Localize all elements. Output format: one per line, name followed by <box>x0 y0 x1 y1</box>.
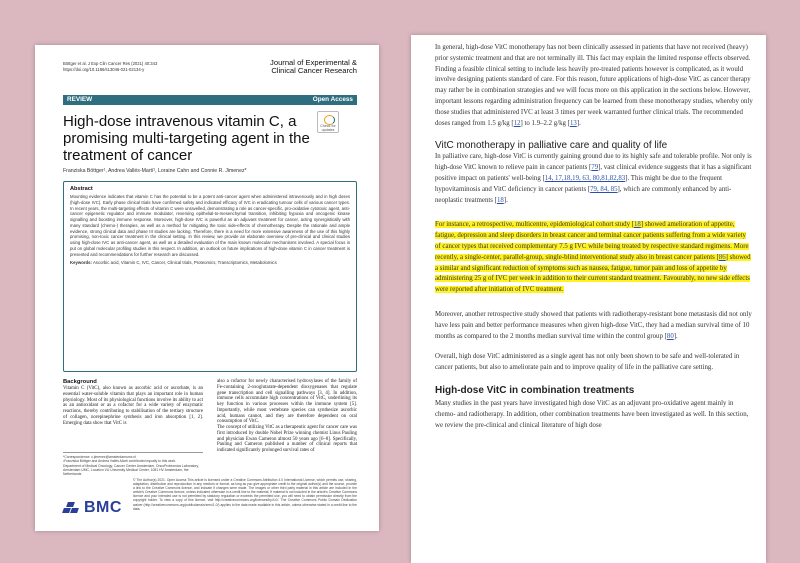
journal-name <box>270 59 357 76</box>
citation-link[interactable]: 14, 17,18,19, 63, 80,81,82,83 <box>544 174 626 182</box>
paragraph-overall: Overall, high dose VitC administered as a single agent has not only been shown to be safe and well-tolerated in cancer patients, but also to ameliorate pain and to improve quality of life in the palliative care setting. <box>435 353 740 372</box>
check-for-updates-badge[interactable]: Check for updates <box>317 111 339 133</box>
citation-header <box>63 61 157 72</box>
article-title: High-dose intravenous vitamin C, a promising multi-targeting agent in the treatment of cancer <box>63 113 310 164</box>
citation-link[interactable]: 86 <box>718 253 726 261</box>
background-column <box>63 379 203 426</box>
journal-name-line1: Journal of Experimental & <box>270 58 357 67</box>
open-access-label: Open Access <box>312 96 353 103</box>
background-text: Vitamin C (VitC), also known as ascorbic acid or ascorbate, is an essential water-soluble vitamin that plays an important role in human physiology. Most of its physiological functions involve its ability to act as an antioxidant or as a cofactor for a wide variety of enzymatic reactions, thereby contributing to stabilisation of the tertiary structure of collagen, norepinephrine synthesis and iron absorption [1, 2]. Emerging data show that VitC is <box>63 386 203 426</box>
paragraph-palliative: In palliative care, high-dose VitC is currently gaining ground due to its highly safe and tolerable profile. Not only is high-dose VitC known to relieve pain in cancer patients [79], vast clinical evidence suggests that it has a significant positive impact on patients' well-being [14, 17,18,19, 63, 80,81,82,83]. This might be due to the frequent hypovitaminosis and VitC deficiency in cancer patients [79, 84, 85], which are commonly enhanced by anti-neoplastic treatments [18]. <box>435 153 752 204</box>
author-list: Franziska Böttger¹, Andrea Vallés-Martí¹, Loraine Cahn and Connie R. Jimenez* <box>63 168 247 174</box>
citation-link[interactable]: 18 <box>633 221 641 229</box>
body-text-column <box>435 43 753 441</box>
abstract-text: Mounting evidence indicates that vitamin C has the potential to be a potent anti-cancer agent when administered intravenously and in high doses (high-dose IVC). Early phase clinical trials have confirmed safety and indicated efficacy of IVC in eradicating tumour cells of various cancer types. In recent years, the multi-targeting effects of vitamin C were unravelled, demonstrating a role as cancer-specific, pro-oxidative cytotoxic agent, anti-cancer epigenetic regulator and immune modulator, reversing epithelial-to-mesenchymal transition, inhibiting hypoxia and oncogenic kinase signalling and boosting immune response. Moreover, high-dose IVC is powerful as an adjuvant treatment for cancer, acting synergistically with many standard (chemo-) therapies, as well as a method for mitigating the toxic side-effects of chemotherapy. Despite the rationale and ample evidence, strong clinical data and phase III studies are lacking. Therefore, there is a need for more extensive awareness of the use of this highly promising, non-toxic cancer treatment in the clinical setting. In this review, we provide an elaborate overview of pre-clinical and clinical studies using high-dose IVC as anti-cancer agent, as well as a detailed evaluation of the main known molecular mechanisms involved. A special focus is put on global molecular profiling studies in this respect. In addition, an outlook on future implications of high-dose vitamin C in cancer treatment is presented and recommendations for further research are discussed. <box>70 194 350 257</box>
citation-link[interactable]: 13 <box>569 119 577 127</box>
article-type-banner <box>63 95 357 105</box>
abstract-heading: Abstract <box>70 186 93 192</box>
license-text: © The Author(s) 2021. Open Access This article is licensed under a Creative Commons Attribution 4.0 International License, which permits use, sharing, adaptation, distribution and reproduction in any medium or format, as long as you give appropriate credit to the original author(s) and the source, provide a link to the Creative Commons licence, and indicate if changes were made. The images or other third party material in this article are included in the article's Creative Commons licence, unless indicated otherwise in a credit line to the material. If material is not included in the article's Creative Commons licence and your intended use is not permitted by statutory regulation or exceeds the permitted use, you will need to obtain permission directly from the copyright holder. To view a copy of this licence, visit http://creativecommons.org/licenses/by/4.0/. The Creative Commons Public Domain Dedication waiver (http://creativecommons.org/publicdomain/zero/1.0/) applies to the data made available in this article, unless otherwise stated in a credit line to the data. <box>133 478 357 511</box>
bmc-logo <box>63 500 122 516</box>
keywords-label: Keywords: <box>70 260 92 266</box>
review-label: REVIEW <box>67 96 93 103</box>
bmc-mark-icon <box>63 502 79 515</box>
citation-line: Böttger et al. J Exp Clin Cancer Res (2021) 40:343 <box>63 61 158 66</box>
paragraph-bone-metastasis: Moreover, another retrospective study showed that patients with radiotherapy-resistant bone metastasis did not only have less pain and better performance measures when given high-dose VitC, they had a median survival time of 10 months as compared to the 2 months median survival time within the control group [80]. <box>435 310 752 340</box>
article-body-page <box>411 35 766 563</box>
correspondence-footnote: *Correspondence: c.jimenez@amsterdamumc.nl ¹Franziska Böttger and Andrea Vallés-Martí contributed equally to this work. Department of Medical Oncology, Cancer Center Amsterdam, OncoProteomics Laboratory, Amsterdam UMC, Location VU University Medical Center, 1081 HV Amsterdam, the Netherlands <box>63 452 203 476</box>
journal-name-line2: Clinical Cancer Research <box>271 66 357 76</box>
section-heading-combination: High-dose VitC in combination treatments <box>435 384 635 396</box>
keywords-line <box>70 260 350 266</box>
doi-link[interactable]: https://doi.org/10.1186/s13046-021-02134-y <box>63 66 145 72</box>
citation-link[interactable]: 12 <box>513 119 521 127</box>
paragraph-monotherapy: In general, high-dose VitC monotherapy has not been clinically assessed in patients that have not received (heavy) prior systemic treatment and that are not terminally ill. This fact may explain the limited response effects observed. Finding a feasible clinical setting to include less heavily pre-treated patients however is complicated, as it would involve designing patients standard of care. For this reason, future applications of high-dose VitC as cancer therapy may rather be in combination strategies and we will focus more on this application in the sections below. However, important lessons regarding administration frequency can be learned from these monotherapy studies, whereby only those studies that administered IVC at least 3 times per week warranted further clinical trials. The recommended doses ranged from 1.5 g/kg [12] to 1.9–2.2 g/kg [13]. <box>435 44 753 127</box>
paragraph-combination: Many studies in the past years have investigated high dose VitC as an adjuvant pro-oxidative agent mainly in chemo- and radiotherapy. In addition, other combination treatments have been investigated as well. In this section, we review the pre-clinical and clinical literature of high dose <box>435 399 749 429</box>
background-heading: Background <box>63 379 97 385</box>
citation-link[interactable]: 79, 84, 85 <box>590 185 618 193</box>
abstract-box <box>63 181 357 372</box>
keywords-text: Ascorbic acid, Vitamin C, IVC, Cancer, Clinical trials, Proteomics, Transcriptomics, Metabolomics <box>92 260 277 266</box>
highlighted-paragraph: For instance, a retrospective, multicentre, epidemiological cohort study [18] showed amelioration of appetite, fatigue, depression and sleep disorders in breast cancer and terminal cancer patients suffering from a wide variety of cancer types that received complementary 7.5 g IVC while being treated by respective standard regimens. More recently, a single-center, parallel-group, single-blind interventional study also in breast cancer patients [86] showed a similar and significant reduction of symptoms such as nausea, fatigue, tumor pain and loss of appetite by administering 25 g of IVC per week in addition to their current standard treatment. Favourably, no new side effects were reported after initiation of IVC treatment. <box>435 221 751 294</box>
bmc-wordmark: BMC <box>84 499 122 516</box>
article-first-page <box>35 45 379 531</box>
section-heading-palliative: VitC monotherapy in palliative care and quality of life <box>435 140 668 152</box>
right-column-text: also a cofactor for newly characterised hydroxylases of the family of Fe-containing 2-oxoglutarate-dependent dioxygenases that regulate gene transcription and cell signalling pathways [3, 4]. In addition, immune cells accumulate high concentrations of VitC, underlining its key function in various processes within the immune system [5]. Importantly, while most vertebrate species can synthesize ascorbic acid, humans cannot, and they are therefore dependent on oral consumption of VitC. The concept of utilizing VitC as a therapeutic agent for cancer care was first introduced by double Nobel Prize winning chemist Linus Pauling and physician Ewan Cameron almost 50 years ago [6–8]. Specifically, Pauling and Cameron published a number of clinical reports that indicated significantly prolonged survival rates of <box>217 379 357 453</box>
citation-link[interactable]: 80 <box>666 332 674 340</box>
citation-link[interactable]: 79 <box>591 164 599 172</box>
citation-link[interactable]: 18 <box>496 196 504 204</box>
